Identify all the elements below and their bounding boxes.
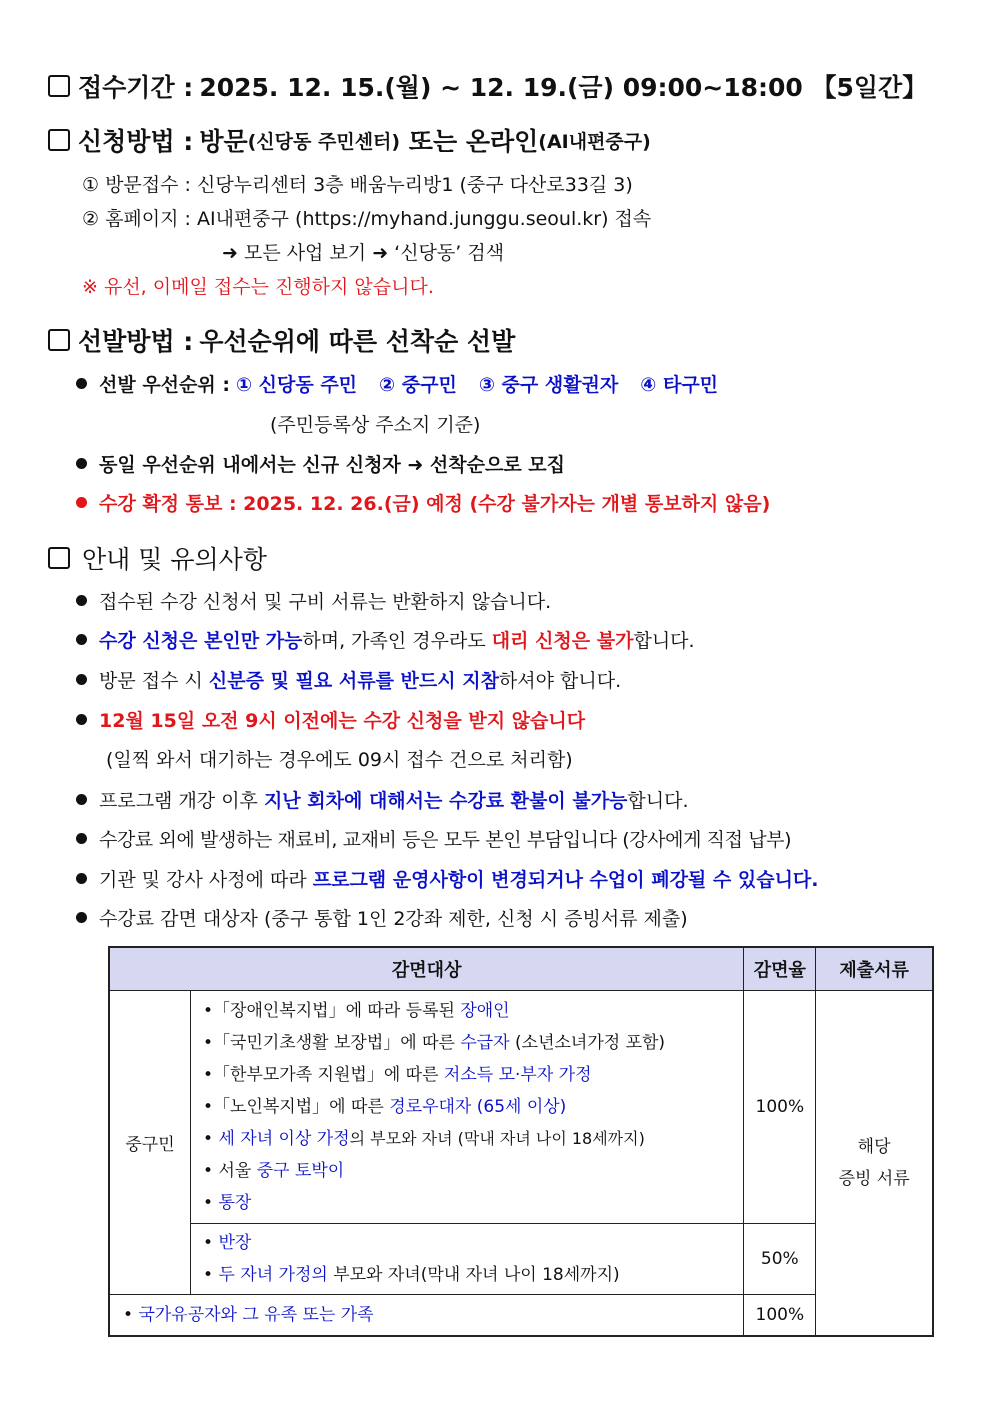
bullet-icon — [76, 912, 87, 923]
method-online: 온라인 — [465, 127, 539, 156]
notice-text-5a: 프로그램 개강 이후 — [99, 790, 264, 812]
notice-label: 안내 및 유의사항 — [82, 545, 267, 574]
list-item: •「노인복지법」에 따른 경로우대자 (65세 이상) — [203, 1097, 567, 1117]
last-row-cell — [109, 1295, 744, 1337]
rate-last: 100% — [744, 1295, 816, 1337]
method-note: ※ 유선, 이메일 접수는 진행하지 않습니다. — [82, 276, 434, 298]
bullet-icon — [76, 714, 87, 725]
bullet-icon — [76, 674, 87, 685]
group-label: 중구민 — [109, 991, 191, 1295]
notice-item-4 — [76, 706, 585, 733]
table-row — [109, 991, 933, 1224]
list-item: • 두 자녀 가정의 부모와 자녀(막내 자녀 나이 18세까지) — [203, 1265, 620, 1285]
docs-cell — [816, 991, 933, 1337]
discount-table — [108, 946, 934, 1337]
list-item: • 세 자녀 이상 가정의 부모와 자녀 (막내 자녀 나이 18세까지) — [203, 1129, 645, 1149]
same-priority-text-b: 신규 신청자 ➜ 선착순으로 모집 — [302, 454, 566, 476]
bullet-icon — [76, 458, 87, 469]
method-label: 신청방법 : — [78, 127, 194, 156]
selection-value: 우선순위에 따른 선착순 선발 — [199, 327, 516, 356]
notice-text-5b: 지난 회차에 대해서는 수강료 환불이 불가능 — [263, 790, 628, 812]
bullet-icon — [76, 595, 87, 606]
notice-text-2b: 하며, 가족인 경우라도 — [302, 630, 492, 652]
notice-text-3c: 하셔야 합니다. — [498, 670, 622, 692]
notice-text-4: 12월 15일 오전 9시 이전에는 수강 신청을 받지 않습니다 — [99, 710, 586, 732]
list-item: • 서울 중구 토박이 — [203, 1161, 345, 1181]
notice-text-4-sub: (일찍 와서 대기하는 경우에도 09시 접수 건으로 처리함) — [106, 749, 573, 771]
notice-text-2a: 수강 신청은 본인만 가능 — [99, 630, 303, 652]
list-item: • 반장 — [203, 1233, 252, 1253]
docs-line-2: 증빙 서류 — [838, 1169, 910, 1189]
confirm-text: 수강 확정 통보 : 2025. 12. 26.(금) 예정 (수강 불가자는 개별 통보하지 않음) — [99, 493, 771, 515]
confirm-row — [76, 489, 770, 516]
checkbox-icon — [48, 329, 70, 351]
priority-note: (주민등록상 주소지 기준) — [270, 414, 481, 436]
list-item: •「장애인복지법」에 따라 등록된 장애인 — [203, 1001, 510, 1021]
notice-text-2d: 합니다. — [633, 630, 695, 652]
notice-text-3a: 방문 접수 시 — [99, 670, 209, 692]
bullet-icon — [76, 634, 87, 645]
method-online-note: (AI내편중구) — [538, 130, 651, 153]
method-item-homepage-path: ➜ 모든 사업 보기 ➜ ‘신당동’ 검색 — [222, 242, 505, 264]
priority-4: ④ 타구민 — [640, 374, 719, 396]
bullet-icon — [76, 833, 87, 844]
table-row — [109, 1295, 933, 1337]
bullet-icon — [76, 378, 87, 389]
table-row — [109, 1224, 933, 1295]
bullet-icon — [76, 794, 87, 805]
checkbox-icon — [48, 129, 70, 151]
notice-text-7a: 기관 및 강사 사정에 따라 — [99, 869, 313, 891]
section-method — [48, 122, 651, 158]
list-item: •「국민기초생활 보장법」에 따른 수급자 (소년소녀가정 포함) — [203, 1033, 666, 1053]
notice-text-8: 수강료 감면 대상자 (중구 통합 1인 2강좌 제한, 신청 시 증빙서류 제출) — [99, 908, 688, 930]
method-item-homepage: ② 홈페이지 : AI내편중구 (https://myhand.junggu.seoul.kr) 접속 — [82, 208, 652, 230]
notice-text-6: 수강료 외에 발생하는 재료비, 교재비 등은 모두 본인 부담입니다 (강사에게 직접 납부) — [99, 829, 792, 851]
header-target: 감면대상 — [109, 947, 744, 991]
method-or: 또는 — [400, 127, 466, 156]
method-visit-note: (신당동 주민센터) — [247, 130, 401, 153]
rate-100: 100% — [744, 991, 816, 1224]
period-label: 접수기간 : — [78, 73, 194, 102]
priority-2: ② 중구민 — [379, 374, 457, 396]
section-period — [48, 68, 927, 104]
list-item: • 통장 — [203, 1193, 252, 1213]
notice-item-5 — [76, 786, 689, 813]
docs-line-1: 해당 — [857, 1137, 891, 1157]
notice-item-7 — [76, 865, 819, 892]
list-100 — [191, 991, 744, 1224]
header-docs: 제출서류 — [816, 947, 933, 991]
same-priority-text-a: 동일 우선순위 내에서는 — [99, 454, 303, 476]
rate-50: 50% — [744, 1224, 816, 1295]
priority-label: 선발 우선순위 : — [99, 374, 230, 396]
section-selection — [48, 322, 515, 358]
table-header-row — [109, 947, 933, 991]
checkbox-icon — [48, 547, 70, 569]
checkbox-icon — [48, 75, 70, 97]
selection-label: 선발방법 : — [78, 327, 194, 356]
notice-text-3b: 신분증 및 필요 서류를 반드시 지참 — [208, 670, 499, 692]
same-priority-row — [76, 450, 565, 477]
notice-item-1 — [76, 587, 551, 614]
notice-item-3 — [76, 666, 621, 693]
priority-row — [76, 370, 718, 397]
notice-text-7b: 프로그램 운영사항이 변경되거나 수업이 폐강될 수 있습니다. — [312, 869, 819, 891]
bullet-icon — [76, 497, 87, 508]
notice-text-2c: 대리 신청은 불가 — [491, 630, 634, 652]
list-item: • 국가유공자와 그 유족 또는 가족 — [123, 1305, 374, 1325]
priority-1: ① 신당동 주민 — [235, 374, 358, 396]
priority-3: ③ 중구 생활권자 — [478, 374, 619, 396]
notice-text-5c: 합니다. — [627, 790, 689, 812]
notice-text-1: 접수된 수강 신청서 및 구비 서류는 반환하지 않습니다. — [99, 591, 552, 613]
section-notice — [48, 540, 267, 576]
bullet-icon — [76, 873, 87, 884]
header-rate: 감면율 — [744, 947, 816, 991]
notice-item-2 — [76, 626, 695, 653]
period-value: 2025. 12. 15.(월) ~ 12. 19.(금) 09:00~18:00 【5일간】 — [199, 73, 928, 102]
notice-item-6 — [76, 825, 791, 852]
notice-item-8 — [76, 904, 688, 931]
method-visit: 방문 — [199, 127, 248, 156]
list-50 — [191, 1224, 744, 1295]
method-item-visit: ① 방문접수 : 신당누리센터 3층 배움누리방1 (중구 다산로33길 3) — [82, 174, 633, 196]
list-item: •「한부모가족 지원법」에 따른 저소득 모·부자 가정 — [203, 1065, 592, 1085]
